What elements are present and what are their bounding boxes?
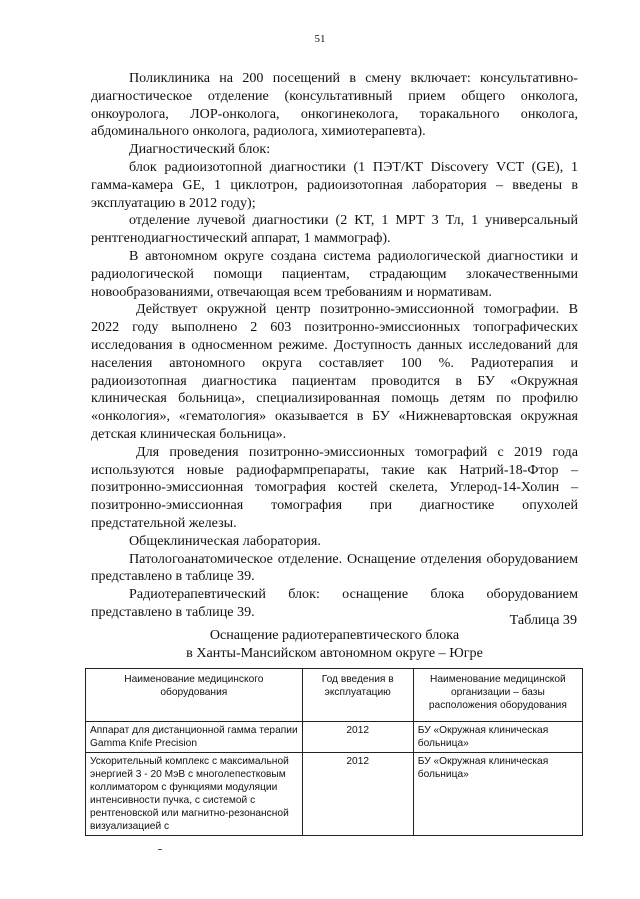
table-row bbox=[86, 753, 583, 836]
cell-year: 2012 bbox=[302, 753, 413, 836]
paragraph-diagnostic-block: Диагностический блок: bbox=[129, 141, 271, 158]
cell-year: 2012 bbox=[302, 722, 413, 753]
header-equipment-name: Наименование медицинского оборудования bbox=[86, 669, 303, 722]
cell-organization: БУ «Окружная клиническая больница» bbox=[413, 722, 582, 753]
cell-organization: БУ «Окружная клиническая больница» bbox=[413, 753, 582, 836]
equipment-table bbox=[85, 668, 583, 836]
page-number: 51 bbox=[314, 33, 326, 45]
header-year: Год введения в эксплуатацию bbox=[302, 669, 413, 722]
header-organization: Наименование медицинской организации – базы расположения оборудования bbox=[413, 669, 582, 722]
paragraph-lab: Общеклиническая лаборатория. bbox=[129, 532, 321, 549]
table-header-row bbox=[86, 669, 583, 722]
table-title bbox=[91, 627, 578, 663]
table-title-line2: в Ханты-Мансийском автономном округе – Югре bbox=[186, 644, 483, 661]
table-title-line1: Оснащение радиотерапевтического блока bbox=[209, 627, 460, 643]
paragraph-radiology-dept: отделение лучевой диагностики (2 КТ, 1 МРТ 3 Тл, 1 универсальный рентгенодиагностический аппарат, 1 маммограф). bbox=[91, 212, 578, 247]
paragraph-polyclinic: Поликлиника на 200 посещений в смену включает: консультативно-диагностическое отделение (консультативный прием общего онколога, онкоуролога, ЛОР-онколога, онкогинеколога, торакального онколога, абдоминального онколога, радиолога, химиотерапевта). bbox=[91, 70, 578, 140]
paragraph-radioisotope: блок радиоизотопной диагностики (1 ПЭТ/КТ Discovery VCT (GE), 1 гамма-камера GE, 1 циклотрон, радиоизотопная лаборатория – введены в эксплуатацию в 2012 году); bbox=[91, 158, 578, 211]
cell-equipment-name: Ускорительный комплекс с максимальной энергией 3 - 20 МэВ с многолепестковым коллиматором с функциями модуляции интенсивности пучка, с системой с рентгеновской или магнитно-резонансной визуализацией с bbox=[86, 753, 303, 836]
paragraph-pathology: Патологоанатомическое отделение. Оснащение отделения оборудованием представлено в таблице 39. bbox=[91, 550, 578, 585]
table-row bbox=[86, 722, 583, 753]
scan-mark bbox=[158, 849, 162, 850]
body-text bbox=[91, 70, 578, 622]
paragraph-pet-center: Действует окружной центр позитронно-эмиссионной томографии. В 2022 году выполнено 2 603 позитронно-эмиссионных топографических исследования в односменном режиме. Доступность данных исследований для населения автономного округа составляет 100 %. Радиотерапия и радиоизотопная диагностика пациентам проводится в БУ «Окружная клиническая больница», специализированная помощь детям по профилю «онкология», «гематология» оказывается в БУ «Нижневартовская окружная детская клиническая больница». bbox=[91, 301, 578, 442]
paragraph-radiopharmaceuticals: Для проведения позитронно-эмиссионных томографий с 2019 года используются новые радиофармпрепараты, такие как Натрий-18-Фтор – позитронно-эмиссионная томография костей скелета, Углерод-14-Холин – позитронно-эмиссионная томография при диагностике опухолей предстательной железы. bbox=[91, 443, 578, 531]
table-label: Таблица 39 bbox=[509, 612, 577, 628]
paragraph-radiotherapy-block: Радиотерапевтический блок: оснащение блока оборудованием представлено в таблице 39. bbox=[91, 586, 578, 620]
paragraph-radiology-system: В автономном округе создана система радиологической диагностики и радиологической помощи пациентам, страдающим злокачественными новообразованиями, отвечающая всем требованиям и нормативам. bbox=[91, 247, 578, 300]
cell-equipment-name: Аппарат для дистанционной гамма терапии Gamma Knife Precision bbox=[86, 722, 303, 753]
